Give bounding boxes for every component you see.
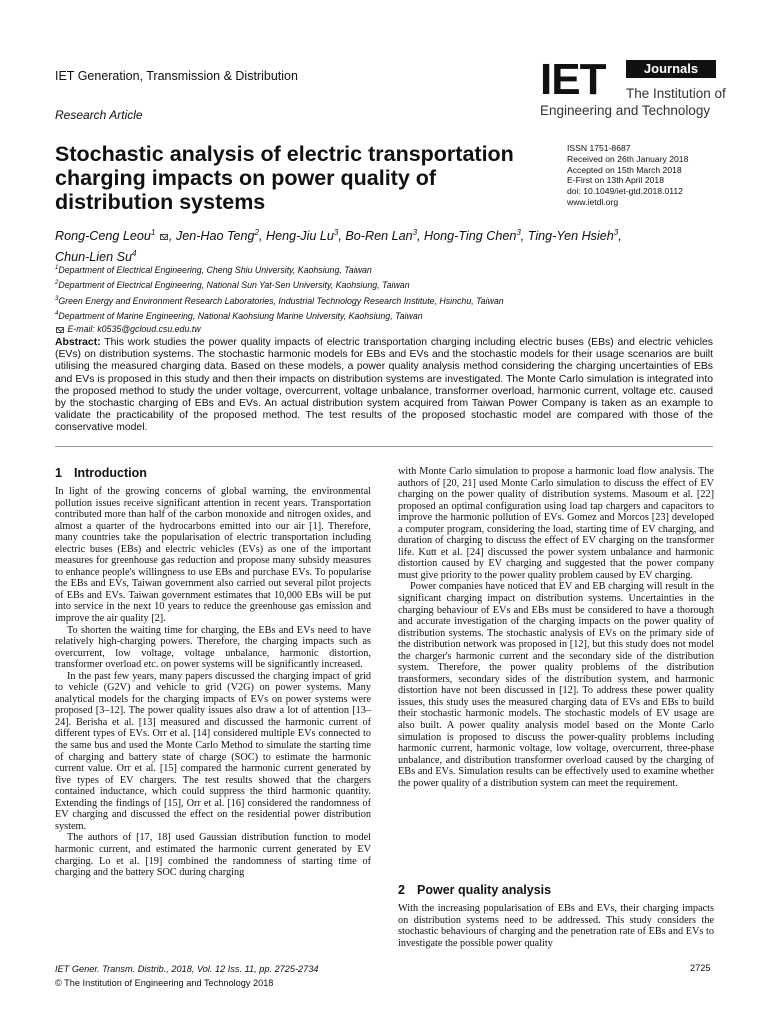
paragraph: Power companies have noticed that EV and EB charging will result in the significant charging impact on distribution systems. Uncertainties in the charging behaviour of EVs and EBs must be considered to have a thorough and accurate investigation of the charging impacts on the power quality of distribution systems. The stochastic analysis of EVs on the primary side of the distribution network was proposed in [12], but this study does not model the charger's harmonic current and the secondary side of the distribution system. Therefore, the power quality problems of the distribution transformers, secondary sides of the distribution system, and harmonic distortion have not been discussed in [12]. To address these power quality issues, this study uses the measured charging data of EVs and EBs to build their stochastic harmonic models. The stochastic models of EV usage are also built. A power quality analysis model based on the Monte Carlo simulation is proposed to discuss the power-quality problems including harmonic current, harmonic voltage, low voltage, overcurrent, three-phase unbalance, and distribution transformer overload caused by the charging of EBs and EVs. Simulation results can be effectively used to examine whether the power quality of a distribution system can meet the requirement.: [398, 581, 714, 789]
website[interactable]: www.ietdl.org: [567, 196, 619, 207]
received-date: Received on 26th January 2018: [567, 153, 689, 164]
accepted-date: Accepted on 15th March 2018: [567, 164, 682, 175]
affiliation: $^1$Department of Electrical Engineering, Cheng Shiu University, Kaohsiung, Taiwan: [55, 264, 372, 275]
logo-mark: IET: [540, 55, 606, 104]
paragraph: In the past few years, many papers discussed the charging impact of grid to vehicle (G2V) and vehicle to grid (V2G) on power systems. Many analytical models for the charging impacts of EVs on power systems were proposed [3–12]. The power quality issues also draw a lot of attention [13–24]. Berisha et al. [13] measured and discussed the harmonic current of different types of EVs. Orr et al. [14] considered multiple EVs connected to the same bus and used the Monte Carlo Method to simulate the starting time of charging and battery state of charge (SOC) to estimate the harmonic current value. Orr et al. [15] compared the harmonic current generated by five types of EV chargers. The test results showed that the chargers contained inductance, which could suppress the third harmonic quantity. Extending the findings of [15], Orr et al. [16] considered the randomness of EV charging and discussed the effect on the residential power distribution system.: [55, 670, 371, 832]
paper-title: Stochastic analysis of electric transportation charging impacts on power quality of distribution systems: [55, 142, 514, 214]
section-heading: 2 Power quality analysis: [398, 883, 552, 897]
logo-badge: Journals: [626, 60, 716, 78]
paragraph: The authors of [17, 18] used Gaussian distribution function to model harmonic current, and estimated the harmonic current generated by EV charging. Lo et al. [19] combined the randomness of starting time of charging and the battery SOC during charging: [55, 832, 371, 879]
affiliation: $^3$Green Energy and Environment Research Laboratories, Industrial Technology Research Institute, Hsinchu, Taiwan: [55, 295, 504, 306]
section-heading: 1 Introduction: [55, 466, 147, 480]
paragraph: With the increasing popularisation of EBs and EVs, their charging impacts on distribution systems need to be addressed. This study considers the stochastic behaviours of charging and the penetration rate of EBs and EVs to investigate the possible power quality: [398, 903, 714, 949]
paragraph: To shorten the waiting time for charging, the EBs and EVs need to have relatively high-charging powers. Therefore, the charging impacts such as overcurrent, low voltage, voltage unbalance, harmonic distortion, transformer overload etc. on power systems will be significantly increased.: [55, 624, 371, 671]
right-column: [398, 466, 714, 789]
e-first-date: E-First on 13th April 2018: [567, 175, 664, 186]
affiliation: $^4$Department of Marine Engineering, National Kaohsiung Marine University, Kaohsiung, Taiwan: [55, 310, 423, 321]
logo-line-2: Engineering and Technology: [540, 103, 711, 118]
envelope-icon: [56, 327, 64, 333]
email[interactable]: E-mail: k0535@gcloud.csu.edu.tw: [67, 324, 201, 335]
footer: [55, 963, 319, 990]
left-column: [55, 486, 371, 879]
author: Hong-Ting Chen: [424, 229, 517, 244]
author: Jen-Hao Teng: [175, 229, 255, 244]
divider: [55, 446, 713, 447]
issn: ISSN 1751-8687: [567, 143, 631, 153]
logo-line-1: The Institution of: [626, 86, 726, 101]
page-number: 2725: [690, 963, 711, 973]
affiliations: [55, 262, 725, 337]
citation: IET Gener. Transm. Distrib., 2018, Vol. 12 Iss. 11, pp. 2725-2734: [55, 964, 319, 974]
doi[interactable]: doi: 10.1049/iet-gtd.2018.0112: [567, 186, 683, 197]
abstract: [55, 337, 713, 435]
iet-logo: [540, 55, 726, 124]
email-line: [55, 323, 725, 336]
envelope-icon: [160, 234, 168, 240]
author: Ting-Yen Hsieh: [527, 229, 614, 244]
abstract-label: Abstract:: [55, 337, 101, 348]
author: Heng-Jiu Lu: [266, 229, 334, 244]
copyright: © The Institution of Engineering and Technology 2018: [55, 977, 274, 988]
paragraph: with Monte Carlo simulation to propose a harmonic load flow analysis. The authors of [20, 21] used Monte Carlo simulation to discuss the effect of EV charging on the power quality of distribution systems. Masoum et al. [22] proposed an optimal configuration using load tap chargers and capacitors to improve the harmonic pollution of EVs. Gomez and Morcos [23] developed a computer program, considering the load, starting time of EV charging, and duration of charging to discuss the effect of EV charging on the transformer life. Kutt et al. [24] discussed the power system unbalance and harmonic distortion caused by EV charging and suggested that the power company must give priority to the power quality problem caused by EV charging.: [398, 466, 714, 581]
section-2-text: [398, 903, 714, 949]
article-type: Research Article: [55, 108, 143, 122]
paragraph: In light of the growing concerns of global warning, the environmental pollution issues receive significant attention in recent years. Transportation contributed more than half of the carbon monoxide and nitrogen oxides, and almost a quarter of the hydrocarbons emitted into our air [1]. Therefore, many countries take the popularisation of electric transportation including electric buses (EBs) and electric vehicles (EVs) as one of the important measures for greenhouse gas reduction and propose many subsidy measures to enhance people's willingness to use EBs and purchase EVs. To popularise the EBs and EVs, Taiwan government also carried out several pilot projects of EBs and EVs. Taiwan government estimates that 10,000 EBs will be put into service in the next 10 years to reduce the greenhouse gas emission and improve the air quality [2].: [55, 486, 371, 625]
author: Rong-Ceng Leou: [55, 229, 151, 244]
article-meta: [567, 143, 717, 208]
author: Chun-Lien Su: [55, 250, 133, 265]
abstract-text: This work studies the power quality impacts of electric transportation charging including electric buses (EBs) and electric vehicles (EVs) on distribution systems. The stochastic harmonic models for EBs and EVs and the stochastic models for their usage scenarios are built utilising the measured charging data. Based on these models, a power quality analysis method considering the charging uncertainties of EBs and EVs is proposed in this study and then their impacts on distribution systems are investigated. The Monte Carlo simulation is integrated into the proposed method to study the under voltage, overcurrent, voltage unbalance, transformer overload, harmonic current, voltage etc. caused by the stochastic charging of EBs and EVs. An actual distribution system acquired from Taiwan Power Company is taken as an example to validate the practicability of the proposed method. The test results of the proposed stochastic model are compared with those of the conservative model.: [55, 337, 713, 434]
affiliation: $^2$Department of Electrical Engineering, National Sun Yat-Sen University, Kaohsiung, Taiwan: [55, 280, 410, 291]
journal-name: IET Generation, Transmission & Distribution: [55, 69, 298, 83]
author: Bo-Ren Lan: [345, 229, 413, 244]
author-list: Rong-Ceng Leou$^1$ , Jen-Hao Teng$^2$, Heng-Jiu Lu$^3$, Bo-Ren Lan$^3$, Hong-Ting Chen$^3$, Ting-Yen Hsieh$^3$, Chun-Lien Su$^4$: [55, 228, 622, 265]
